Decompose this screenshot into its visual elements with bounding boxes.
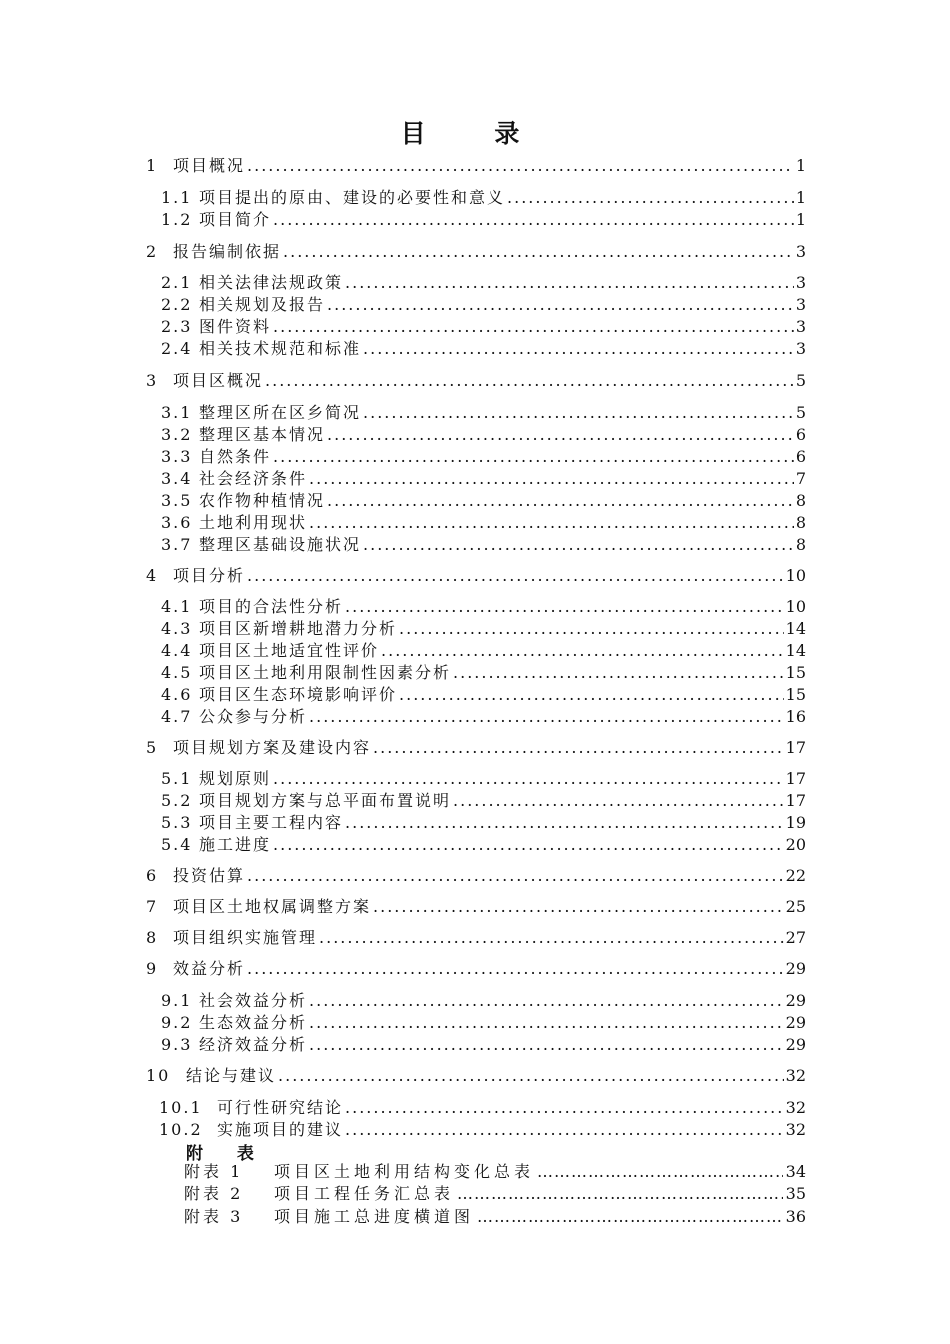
toc-section-entry[interactable]: [161, 684, 806, 706]
toc-section-entry[interactable]: [161, 402, 806, 424]
toc-entry-number: 8: [146, 928, 159, 947]
toc-section-entry[interactable]: [161, 1012, 806, 1034]
toc-entry-number: 7: [146, 897, 159, 916]
toc-leader-dots: [327, 490, 794, 512]
toc-section-entry[interactable]: [161, 706, 806, 728]
toc-entry-text: 项目概况: [173, 156, 246, 175]
toc-page-number: 3: [795, 273, 806, 292]
toc-leader-dots: [327, 424, 794, 446]
toc-section-entry[interactable]: [161, 618, 806, 640]
toc-page-number: 29: [785, 959, 806, 978]
toc-entry-text: 经济效益分析: [199, 1035, 308, 1054]
toc-entry-text: 效益分析: [173, 959, 246, 978]
appendix-entry-number: 附表 1: [184, 1162, 244, 1181]
toc-entry-number: 2.2: [161, 295, 193, 314]
toc-entry-number: 3.2: [161, 425, 193, 444]
appendix-entry-number: 附表 2: [184, 1184, 244, 1203]
toc-section-entry[interactable]: [161, 316, 806, 338]
toc-leader-dots: [273, 446, 794, 468]
toc-leader-dots: [373, 737, 784, 759]
toc-leader-dots: [247, 155, 794, 177]
toc-leader-dots: [507, 187, 794, 209]
toc-page-number: 14: [785, 641, 806, 660]
toc-entry-number: 2: [146, 242, 159, 261]
toc-leader-dots: [265, 370, 794, 392]
toc-page-number: 5: [795, 403, 806, 422]
toc-entry-text: 项目规划方案及建设内容: [173, 738, 372, 757]
toc-page-number: 17: [785, 738, 806, 757]
toc-page-number: 17: [785, 769, 806, 788]
toc-chapter-entry[interactable]: [146, 155, 806, 177]
toc-page-number: 17: [785, 791, 806, 810]
toc-section-entry[interactable]: [161, 512, 806, 534]
toc-chapter-entry[interactable]: [146, 565, 806, 587]
toc-entry-number: 3.3: [161, 447, 193, 466]
toc-page-number: 6: [795, 425, 806, 444]
toc-entry-text: 公众参与分析: [199, 707, 308, 726]
toc-entry-number: 1: [146, 156, 159, 175]
toc-leader-dots: [309, 468, 794, 490]
toc-page-number: 16: [785, 707, 806, 726]
toc-entry-number: 9.2: [161, 1013, 193, 1032]
toc-page-number: 19: [785, 813, 806, 832]
toc-page-number: 14: [785, 619, 806, 638]
appendix-page-number: 34: [785, 1162, 806, 1181]
toc-entry-number: 9: [146, 959, 159, 978]
appendix-entry-text: 项目区土地利用结构变化总表: [274, 1162, 535, 1181]
toc-entry-number: 5: [146, 738, 159, 757]
toc-page-number: 3: [795, 339, 806, 358]
toc-section-entry[interactable]: [161, 662, 806, 684]
toc-entry-text: 图件资料: [199, 317, 272, 336]
toc-entry-number: 3.4: [161, 469, 193, 488]
toc-entry-text: 项目区概况: [173, 371, 264, 390]
toc-page-number: 15: [785, 685, 806, 704]
toc-section-entry[interactable]: [161, 446, 806, 468]
toc-entry-number: 3.1: [161, 403, 193, 422]
toc-leader-dots: [345, 1097, 784, 1119]
toc-leader-dots: [373, 896, 784, 918]
appendix-entry-number: 附表 3: [184, 1207, 244, 1226]
toc-entry-number: 10.2: [159, 1120, 203, 1139]
toc-leader-dots: [319, 927, 784, 949]
toc-entry-number: 10: [146, 1066, 171, 1085]
toc-leader-dots: [345, 1119, 784, 1141]
toc-leader-dots: [345, 596, 784, 618]
toc-section-entry[interactable]: [159, 1119, 806, 1141]
appendix-title: 附 表: [186, 1144, 268, 1164]
toc-entry-text: 项目区土地利用限制性因素分析: [199, 663, 452, 682]
toc-leader-dots: [345, 812, 784, 834]
toc-chapter-entry[interactable]: [146, 1065, 806, 1087]
toc-entry-text: 项目组织实施管理: [173, 928, 318, 947]
toc-entry-number: 4.3: [161, 619, 193, 638]
toc-section-entry[interactable]: [161, 490, 806, 512]
appendix-leader-dots: [537, 1161, 783, 1183]
toc-page-number: 8: [795, 513, 806, 532]
toc-entry-number: 9.3: [161, 1035, 193, 1054]
toc-leader-dots: [399, 618, 784, 640]
toc-page-number: 15: [785, 663, 806, 682]
toc-entry-number: 10.1: [159, 1098, 203, 1117]
toc-entry-number: 5.3: [161, 813, 193, 832]
toc-entry-text: 投资估算: [173, 866, 246, 885]
toc-page-number: 8: [795, 491, 806, 510]
toc-leader-dots: [273, 316, 794, 338]
toc-entry-text: 自然条件: [199, 447, 272, 466]
toc-leader-dots: [247, 958, 784, 980]
toc-section-entry[interactable]: [161, 812, 806, 834]
toc-page-number: 3: [795, 242, 806, 261]
toc-entry-text: 项目规划方案与总平面布置说明: [199, 791, 452, 810]
toc-page-number: 6: [795, 447, 806, 466]
toc-leader-dots: [273, 834, 784, 856]
toc-entry-text: 整理区所在区乡简况: [199, 403, 362, 422]
toc-leader-dots: [363, 402, 794, 424]
toc-page-number: 25: [785, 897, 806, 916]
toc-entry-number: 4: [146, 566, 159, 585]
toc-page-number: 20: [785, 835, 806, 854]
toc-leader-dots: [363, 338, 794, 360]
toc-entry-text: 项目区土地权属调整方案: [173, 897, 372, 916]
toc-page-number: 29: [785, 991, 806, 1010]
toc-entry-text: 项目区生态环境影响评价: [199, 685, 398, 704]
toc-leader-dots: [381, 640, 784, 662]
toc-section-entry[interactable]: [161, 768, 806, 790]
toc-leader-dots: [309, 706, 784, 728]
toc-entry-text: 实施项目的建议: [217, 1120, 344, 1139]
toc-entry-number: 4.1: [161, 597, 193, 616]
toc-section-entry[interactable]: [161, 209, 806, 231]
toc-page-number: 29: [785, 1013, 806, 1032]
toc-leader-dots: [273, 768, 784, 790]
toc-entry-text: 相关技术规范和标准: [199, 339, 362, 358]
toc-entry-text: 项目区土地适宜性评价: [199, 641, 380, 660]
toc-leader-dots: [278, 1065, 784, 1087]
toc-page-number: 3: [795, 295, 806, 314]
toc-entry-number: 5.4: [161, 835, 193, 854]
appendix-entry-text: 项目工程任务汇总表: [274, 1184, 455, 1203]
toc-page-number: 10: [785, 566, 806, 585]
toc-entry-text: 项目简介: [199, 210, 272, 229]
toc-page-number: 1: [795, 188, 806, 207]
toc-section-entry[interactable]: [159, 1097, 806, 1119]
toc-leader-dots: [273, 209, 794, 231]
toc-page-number: 27: [785, 928, 806, 947]
toc-entry-text: 可行性研究结论: [217, 1098, 344, 1117]
toc-page-number: 32: [785, 1120, 806, 1139]
toc-entry-text: 项目主要工程内容: [199, 813, 344, 832]
toc-entry-text: 报告编制依据: [173, 242, 282, 261]
toc-leader-dots: [309, 512, 794, 534]
toc-entry-text: 社会经济条件: [199, 469, 308, 488]
toc-entry-text: 规划原则: [199, 769, 272, 788]
toc-entry-number: 3.5: [161, 491, 193, 510]
toc-section-entry[interactable]: [161, 338, 806, 360]
toc-entry-number: 1.2: [161, 210, 193, 229]
toc-entry-text: 整理区基础设施状况: [199, 535, 362, 554]
toc-chapter-entry[interactable]: [146, 927, 806, 949]
toc-leader-dots: [283, 241, 794, 263]
toc-entry-text: 相关规划及报告: [199, 295, 326, 314]
toc-title: 目 录: [400, 119, 550, 148]
toc-section-entry[interactable]: [161, 424, 806, 446]
toc-section-entry[interactable]: [161, 596, 806, 618]
toc-entry-number: 3.6: [161, 513, 193, 532]
toc-page-number: 1: [795, 210, 806, 229]
toc-section-entry[interactable]: [161, 1034, 806, 1056]
toc-section-entry[interactable]: [161, 990, 806, 1012]
toc-page-number: 32: [785, 1098, 806, 1117]
toc-entry-number: 3: [146, 371, 159, 390]
toc-entry-number: 4.6: [161, 685, 193, 704]
toc-entry-number: 2.4: [161, 339, 193, 358]
toc-leader-dots: [309, 1034, 784, 1056]
toc-leader-dots: [345, 272, 794, 294]
toc-section-entry[interactable]: [161, 834, 806, 856]
toc-leader-dots: [309, 990, 784, 1012]
toc-section-entry[interactable]: [161, 790, 806, 812]
toc-chapter-entry[interactable]: [146, 865, 806, 887]
toc-leader-dots: [453, 790, 784, 812]
appendix-entry[interactable]: [184, 1206, 806, 1228]
toc-entry-number: 4.7: [161, 707, 193, 726]
appendix-page-number: 35: [785, 1184, 806, 1203]
toc-chapter-entry[interactable]: [146, 370, 806, 392]
toc-chapter-entry[interactable]: [146, 958, 806, 980]
appendix-page-number: 36: [785, 1207, 806, 1226]
toc-entry-number: 4.5: [161, 663, 193, 682]
toc-section-entry[interactable]: [161, 468, 806, 490]
toc-section-entry[interactable]: [161, 640, 806, 662]
toc-entry-text: 项目分析: [173, 566, 246, 585]
toc-page-number: 10: [785, 597, 806, 616]
toc-chapter-entry[interactable]: [146, 737, 806, 759]
toc-leader-dots: [309, 1012, 784, 1034]
toc-entry-number: 1.1: [161, 188, 193, 207]
toc-section-entry[interactable]: [161, 294, 806, 316]
toc-entry-text: 结论与建议: [186, 1066, 277, 1085]
toc-entry-text: 相关法律法规政策: [199, 273, 344, 292]
toc-entry-text: 社会效益分析: [199, 991, 308, 1010]
toc-section-entry[interactable]: [161, 534, 806, 556]
toc-entry-text: 生态效益分析: [199, 1013, 308, 1032]
toc-section-entry[interactable]: [161, 272, 806, 294]
toc-entry-number: 3.7: [161, 535, 193, 554]
appendix-leader-dots: [457, 1183, 783, 1205]
toc-entry-number: 2.1: [161, 273, 193, 292]
toc-page-number: 5: [795, 371, 806, 390]
toc-page-number: 32: [785, 1066, 806, 1085]
toc-leader-dots: [247, 565, 784, 587]
toc-entry-number: 4.4: [161, 641, 193, 660]
toc-leader-dots: [327, 294, 794, 316]
toc-entry-text: 土地利用现状: [199, 513, 308, 532]
toc-page-number: 8: [795, 535, 806, 554]
appendix-leader-dots: [477, 1206, 783, 1228]
toc-entry-number: 9.1: [161, 991, 193, 1010]
toc-leader-dots: [247, 865, 784, 887]
toc-entry-number: 5.1: [161, 769, 193, 788]
toc-entry-text: 农作物种植情况: [199, 491, 326, 510]
toc-entry-text: 项目区新增耕地潜力分析: [199, 619, 398, 638]
appendix-entry-text: 项目施工总进度横道图: [274, 1207, 475, 1226]
toc-chapter-entry[interactable]: [146, 896, 806, 918]
appendix-entry[interactable]: [184, 1161, 806, 1183]
toc-entry-text: 项目的合法性分析: [199, 597, 344, 616]
toc-page-number: 3: [795, 317, 806, 336]
toc-chapter-entry[interactable]: [146, 241, 806, 263]
toc-page-number: 22: [785, 866, 806, 885]
toc-page-number: 1: [795, 156, 806, 175]
appendix-entry[interactable]: [184, 1183, 806, 1205]
toc-entry-text: 整理区基本情况: [199, 425, 326, 444]
toc-entry-text: 施工进度: [199, 835, 272, 854]
toc-entry-text: 项目提出的原由、建设的必要性和意义: [199, 188, 506, 207]
toc-section-entry[interactable]: [161, 187, 806, 209]
toc-page-number: 7: [795, 469, 806, 488]
toc-leader-dots: [363, 534, 794, 556]
toc-entry-number: 2.3: [161, 317, 193, 336]
toc-entry-number: 6: [146, 866, 159, 885]
toc-page-number: 29: [785, 1035, 806, 1054]
toc-leader-dots: [399, 684, 784, 706]
toc-entry-number: 5.2: [161, 791, 193, 810]
toc-leader-dots: [453, 662, 784, 684]
